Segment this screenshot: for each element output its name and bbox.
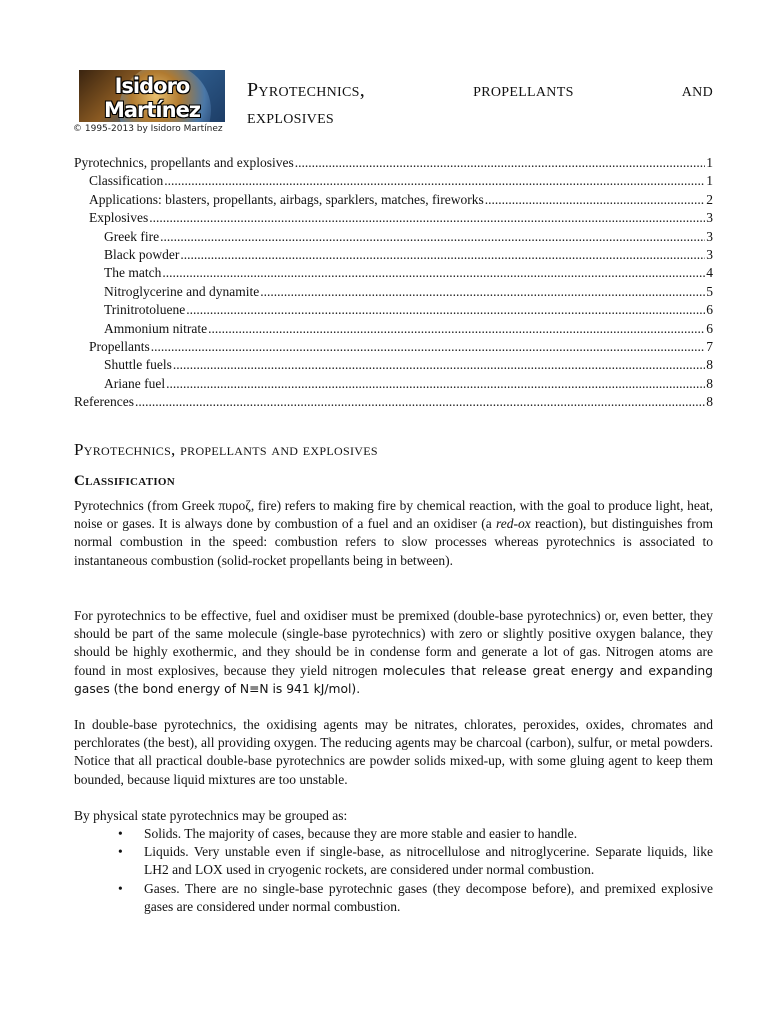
title-word-3: and (681, 79, 713, 101)
toc-entry[interactable] (74, 192, 713, 210)
list-item (74, 825, 713, 843)
paragraph-2 (74, 607, 713, 698)
bullet-icon: • (118, 880, 123, 896)
toc-entry-page: 3 (706, 210, 713, 226)
title-word-1: Pyrotechnics, (247, 79, 366, 101)
toc-entry-page: 3 (706, 246, 713, 262)
toc-entry[interactable] (74, 357, 713, 375)
toc-entry-label: Classification (89, 173, 164, 189)
toc-entry-page: 8 (706, 394, 713, 410)
list-item-text: Gases. There are no single-base pyrotechnic gases (they decompose before), and premixed explosive gases are considered under normal combustion. (144, 880, 713, 914)
toc-leader-dots (208, 321, 705, 337)
toc-leader-dots (166, 376, 705, 392)
toc-entry[interactable] (74, 210, 713, 228)
toc-leader-dots (485, 192, 705, 208)
toc-entry[interactable] (74, 229, 713, 247)
logo-name: Isidoro Martínez (103, 74, 201, 122)
toc-entry[interactable] (74, 265, 713, 283)
toc-entry-page: 1 (706, 173, 713, 189)
toc-leader-dots (151, 339, 706, 355)
toc-entry-label: Explosives (89, 210, 149, 226)
section-heading: Pyrotechnics, propellants and explosives (74, 440, 378, 459)
toc-entry-page: 6 (706, 320, 713, 336)
toc-entry-page: 2 (706, 191, 713, 207)
toc-entry-label: References (74, 394, 134, 410)
toc-entry-label: Nitroglycerine and dynamite (104, 283, 260, 299)
logo-image (79, 70, 225, 122)
toc-entry-page: 6 (706, 302, 713, 318)
toc-entry-page: 3 (706, 228, 713, 244)
toc-entry-label: Ariane fuel (104, 375, 166, 391)
title-line-2: explosives (247, 106, 335, 128)
toc-entry-label: The match (104, 265, 162, 281)
p2-text-sans: molecules that release great energy and expanding gases (the bond energy of N≡N is 941 kJ/mol). (74, 663, 713, 696)
toc-leader-dots (295, 155, 706, 171)
toc-entry-page: 4 (706, 265, 713, 281)
bullet-icon: • (118, 844, 123, 860)
paragraph-1 (74, 497, 713, 570)
toc-entry[interactable] (74, 339, 713, 357)
toc-entry-label: Shuttle fuels (104, 357, 172, 373)
list-item (74, 843, 713, 879)
p1-text-c: reaction), but distinguishes from normal combustion in the speed: combustion refers to slow processes whereas pyrotechnics is associated to instantaneous combustion (solid-rocket propellants being in between). (74, 516, 714, 568)
p2-text-a: For pyrotechnics to be effective, fuel and oxidiser must be premixed (double-base pyrotechnics) or, even better, they should be part of the same molecule (single-base pyrotechnics) with zero or slightly positive oxygen balance, they should be highly exothermic, and they should be in condense form and generate a lot of gas. Nitrogen atoms are found in most explosives, because they yield nitrogen (74, 608, 713, 678)
toc-leader-dots (149, 210, 705, 226)
paragraph-4: By physical state pyrotechnics may be grouped as: (74, 808, 348, 823)
document-title (247, 77, 713, 131)
toc-entry-page: 5 (706, 283, 713, 299)
toc-leader-dots (260, 284, 705, 300)
subsection-heading: Classification (74, 473, 176, 489)
toc-leader-dots (186, 302, 705, 318)
toc-entry-page: 8 (706, 357, 713, 373)
toc-entry-label: Applications: blasters, propellants, airbags, sparklers, matches, fireworks (89, 191, 484, 207)
toc-leader-dots (164, 173, 705, 189)
p1-italic: red-ox (496, 516, 531, 532)
toc-entry[interactable] (74, 302, 713, 320)
list-item (74, 880, 713, 916)
toc-leader-dots (160, 229, 705, 245)
toc-entry-page: 1 (706, 155, 713, 170)
toc-entry[interactable] (74, 247, 713, 265)
bullet-icon: • (118, 826, 123, 841)
p1-text-a: Pyrotechnics (from Greek (74, 498, 219, 513)
list-item-text: Solids. The majority of cases, because they are more stable and easier to handle. (144, 826, 578, 841)
toc-entry[interactable] (74, 155, 713, 173)
p1-text-b: , fire) refers to making fire by chemical reaction, with the goal to produce light, heat, noise or gases. It is always done by combustion of a fuel and an oxidiser (a (74, 498, 714, 532)
toc-entry[interactable] (74, 284, 713, 302)
bullet-list (74, 825, 713, 916)
toc-entry-label: Trinitrotoluene (104, 302, 186, 318)
toc-leader-dots (180, 247, 705, 263)
toc-entry-label: Ammonium nitrate (104, 320, 208, 336)
toc-entry-page: 7 (706, 338, 713, 354)
toc-entry-label: Pyrotechnics, propellants and explosives (74, 155, 294, 170)
toc-leader-dots (162, 265, 705, 281)
toc-entry[interactable] (74, 321, 713, 339)
table-of-contents (74, 155, 713, 412)
p1-greek: πυροζ (218, 498, 251, 513)
toc-entry[interactable] (74, 173, 713, 191)
author-logo (73, 70, 229, 136)
toc-leader-dots (173, 357, 705, 373)
paragraph-3: In double-base pyrotechnics, the oxidising agents may be nitrates, chlorates, peroxides, oxides, chromates and perchlorates (the best), all providing oxygen. The reducing agents may be charcoal (carbon), sulfur, or metal powders. Notice that all practical double-base pyrotechnics are powder solids mixed-up, with some gluing agent to keep them bounded, because liquid mixtures are too unstable. (74, 717, 713, 787)
toc-entry-label: Black powder (104, 246, 180, 262)
logo-copyright: © 1995-2013 by Isidoro Martínez (73, 124, 223, 134)
toc-entry[interactable] (74, 376, 713, 394)
list-item-text: Liquids. Very unstable even if single-base, as nitrocellulose and nitroglycerine. Separate liquids, like LH2 and LOX used in cryogenic rockets, are considered under normal combustion. (144, 844, 713, 878)
toc-entry-label: Propellants (89, 338, 150, 354)
toc-entry-page: 8 (706, 375, 713, 391)
toc-leader-dots (135, 394, 705, 410)
title-word-2: propellants (473, 79, 574, 101)
toc-entry[interactable] (74, 394, 713, 412)
toc-entry-label: Greek fire (104, 228, 160, 244)
